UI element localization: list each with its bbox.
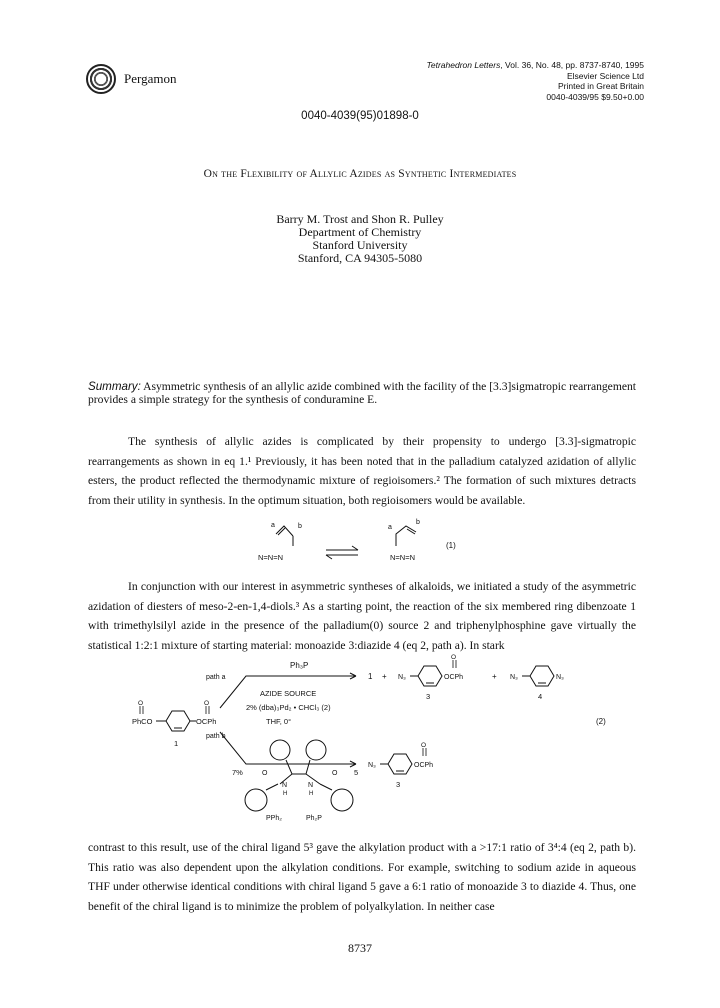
journal-name: Tetrahedron Letters — [426, 60, 501, 70]
article-title: On the Flexibility of Allylic Azides as Synthetic Intermediates — [203, 168, 517, 180]
sm-ring — [156, 711, 190, 731]
conditions-catalyst: 2% (dba)₃Pd₂ • CHCl₃ (2) — [246, 703, 331, 712]
compound4-n3-right: N₃ — [556, 674, 564, 681]
sm-o-right: O — [204, 700, 210, 707]
summary-label: Summary: — [88, 380, 141, 393]
pergamon-logo — [86, 64, 116, 94]
paragraph-3: contrast to this result, use of the chiral ligand 5³ gave the alkylation product with a >17:1 ratio of 3⁴:4 (eq 2, path b). This ratio was also dependent upon the alkylation conditions. For example, switching to sodium azide in aqueous THF under otherwise identical conditions with chiral ligand 5 gave a 6:1 ratio of monoazide 3 to diazide 4. Thus, one benefit of the chiral ligand is to minimize the problem of polyalkylation. In neither case — [88, 841, 636, 913]
address: Stanford, CA 94305-5080 — [297, 251, 423, 265]
publisher-name: Pergamon — [124, 71, 177, 86]
product-b-ester: OCPh — [414, 762, 434, 769]
journal-citation: , Vol. 36, No. 48, pp. 8737-8740, 1995 — [500, 60, 644, 70]
journal-price-line: 0040-4039/95 $9.50+0.00 — [546, 91, 644, 102]
authors: Barry M. Trost and Shon R. Pulley — [276, 212, 444, 226]
plus-1: + — [382, 672, 387, 681]
ligand-aryl-right — [331, 789, 353, 811]
ligand-label: 5 — [354, 768, 359, 777]
ligand-o-left: O — [262, 770, 268, 777]
eq1-azide-right: N=N=N — [390, 553, 416, 562]
sm-label: 1 — [174, 739, 179, 748]
eq2-number: (2) — [596, 717, 606, 726]
sm-o-left: O — [138, 700, 144, 707]
eq1-label-b: b — [298, 523, 302, 530]
eq1-label-a: a — [271, 522, 275, 529]
ligand-percent: 7% — [232, 768, 243, 777]
reagent-top: Ph₃P — [290, 661, 309, 670]
sm-right-group: OCPh — [196, 717, 217, 726]
conditions-azide-source: AZIDE SOURCE — [260, 689, 317, 698]
ligand-phenyl-right — [306, 740, 326, 760]
equilibrium-arrow-back — [326, 555, 358, 559]
summary — [88, 380, 636, 406]
ligand-phenyl-left — [270, 740, 290, 760]
product-b-n3: N₃ — [368, 762, 376, 769]
page-number: 8737 — [348, 941, 372, 955]
journal-info — [284, 60, 644, 102]
university: Stanford University — [312, 238, 408, 252]
compound4-label: 4 — [538, 692, 543, 701]
conditions-solvent: THF, 0° — [266, 717, 292, 726]
ligand-h-left: H — [283, 791, 288, 797]
compound3-ester: OCPh — [444, 674, 464, 681]
plus-2: + — [492, 672, 497, 681]
product-b-label: 3 — [396, 780, 401, 789]
ligand-n-right: N — [308, 782, 314, 789]
sm-left-group: PhCO — [132, 717, 153, 726]
doi: 0040-4039(95)01898-0 — [301, 110, 419, 122]
journal-publisher-line: Elsevier Science Ltd — [566, 70, 644, 81]
eq1-number: (1) — [446, 541, 456, 550]
compound3-n3: N₃ — [398, 674, 406, 681]
eq1-label-b-right: b — [416, 519, 420, 526]
paragraph-1: The synthesis of allylic azides is complicated by their propensity to undergo [3.3]-sigmatropic rearrangements as shown in eq 1.¹ Previously, it has been noted that in the palladium catalyzed azidation of allylic esters, the product reflected the thermodynamic mixture of regioisomers.² The formation of such mixtures detracts from their utility in synthesis. In the optimum situation, both regioisomers would be available. — [88, 435, 636, 507]
ligand-pph2-right: Ph₂P — [306, 815, 322, 822]
ligand-pph2-left: PPh₂ — [266, 815, 282, 822]
compound3-label: 3 — [426, 692, 431, 701]
path-b-arrow — [220, 732, 356, 764]
journal-printed-line: Printed in Great Britain — [558, 81, 644, 92]
eq1-right-alkene — [396, 526, 416, 546]
path-b-label: path b — [206, 733, 226, 740]
author-block — [0, 213, 720, 265]
product-a-sm: 1 — [368, 672, 373, 681]
compound4-n3-left: N₃ — [510, 674, 518, 681]
product-b-o: O — [421, 742, 427, 749]
ligand-o-right: O — [332, 770, 338, 777]
equation-2 — [120, 650, 640, 830]
summary-text: Asymmetric synthesis of an allylic azide combined with the facility of the [3.3]sigmatropic rearrangement provides a simple strategy for the synthesis of conduramine E. — [88, 380, 637, 406]
equation-1 — [240, 516, 490, 572]
ligand-n-left: N — [282, 782, 288, 789]
paragraph-2: In conjunction with our interest in asymmetric syntheses of alkaloids, we initiated a study of the asymmetric azidation of diesters of meso-2-en-1,4-diols.³ As a starting point, the reaction of the six membered ring dibenzoate 1 with trimethylsilyl azide in the presence of the palladium(0) source 2 and triphenylphosphine gave virtually the statistical 1:2:1 mixture of starting material: monoazide 3:diazide 4 (eq 2, path a). In stark — [88, 580, 636, 652]
eq1-label-a-right: a — [388, 524, 392, 531]
compound3-o: O — [451, 654, 457, 661]
ligand-aryl-left — [245, 789, 267, 811]
equilibrium-arrow-forward — [326, 546, 358, 550]
eq1-azide-left: N=N=N — [258, 553, 284, 562]
path-a-label: path a — [206, 674, 226, 681]
department: Department of Chemistry — [298, 225, 422, 239]
ligand-h-right: H — [309, 791, 314, 797]
